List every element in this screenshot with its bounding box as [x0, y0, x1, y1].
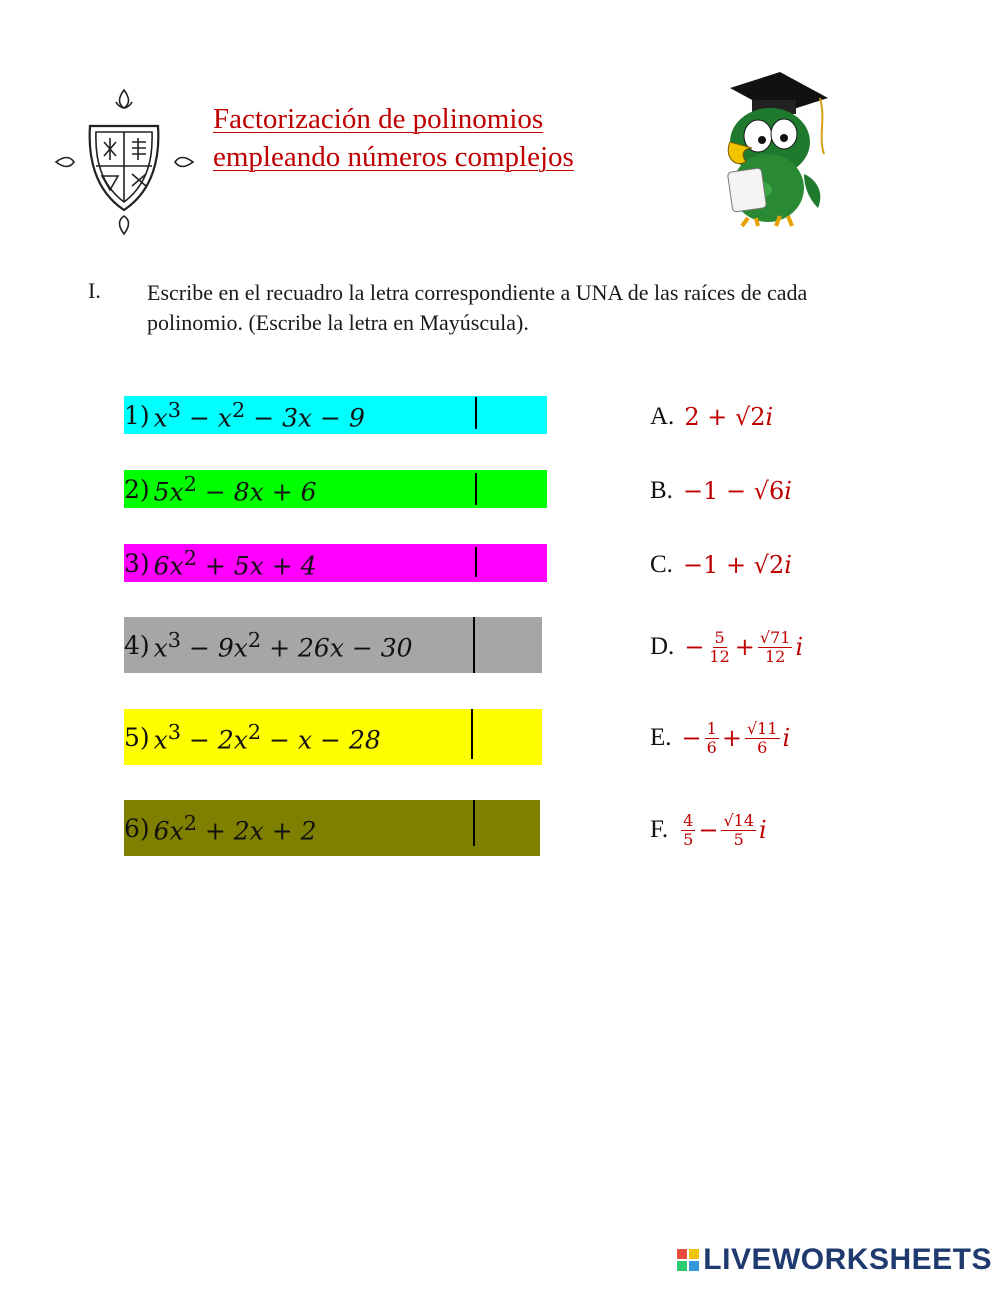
- exercise-5-polynomial: $x^3 - 2x^2 - x - 28$: [153, 719, 381, 755]
- exercise-1-polynomial: $x^3 - x^2 - 3x - 9$: [153, 397, 365, 433]
- exercise-4-divider: [473, 617, 475, 673]
- option-f-value: $\frac{4}{5}$ − $\frac{√14}{5}$ i: [683, 810, 767, 849]
- option-d-letter: D.: [650, 633, 675, 660]
- option-c-value: −1 + √2 i: [682, 551, 792, 579]
- option-c: [650, 546, 792, 584]
- exercise-3-polynomial: $6x^2 + 5x + 4$: [153, 545, 317, 581]
- worksheet-title: [213, 100, 574, 176]
- instruction-text: Escribe en el recuadro la letra correspondiente a UNA de las raíces de cada polinomio. (Escribe la letra en Mayúscula).: [147, 280, 808, 335]
- exercise-1-divider: [475, 397, 477, 429]
- title-line-2: empleando números complejos: [213, 141, 574, 173]
- exercise-6-bar: [124, 800, 540, 856]
- exercise-6-answer-box[interactable]: [478, 800, 542, 856]
- option-c-letter: C.: [650, 551, 673, 578]
- exercise-6-polynomial: $6x^2 + 2x + 2$: [153, 810, 317, 846]
- liveworksheets-logo-icon: [677, 1249, 699, 1271]
- option-a-letter: A.: [650, 403, 675, 430]
- option-e-letter: E.: [650, 724, 672, 751]
- exercise-3-answer-box[interactable]: [480, 544, 548, 582]
- option-b: [650, 472, 792, 510]
- exercise-2-label: 2): [124, 474, 150, 504]
- exercise-1-bar: [124, 396, 547, 434]
- option-b-value: −1 − √6 i: [682, 477, 792, 505]
- exercise-6-divider: [473, 800, 475, 846]
- option-d-value: − $\frac{5}{12}$ + $\frac{√71}{12}$ i: [684, 627, 804, 666]
- option-f: [650, 805, 767, 855]
- exercise-3-divider: [475, 547, 477, 577]
- option-a-value: 2 + √2 i: [684, 403, 774, 431]
- option-e-value: − $\frac{1}{6}$ + $\frac{√11}{6}$ i: [681, 718, 791, 757]
- exercise-4-bar: [124, 617, 542, 673]
- parrot-graduate-mascot: [700, 70, 835, 228]
- exercise-4-answer-box[interactable]: [478, 617, 544, 673]
- exercise-2-answer-box[interactable]: [480, 470, 548, 508]
- exercise-5-divider: [471, 709, 473, 759]
- exercise-5-label: 5): [124, 722, 150, 752]
- option-e: [650, 713, 790, 763]
- exercise-3-label: 3): [124, 548, 150, 578]
- exercise-6-label: 6): [124, 813, 150, 843]
- exercise-5-bar: [124, 709, 542, 765]
- option-f-letter: F.: [650, 816, 669, 843]
- option-a: [650, 398, 773, 436]
- school-crest-logo: [52, 86, 197, 238]
- liveworksheets-brand: [677, 1243, 992, 1277]
- liveworksheets-wordmark: LIVEWORKSHEETS: [703, 1243, 992, 1276]
- exercise-4-polynomial: $x^3 - 9x^2 + 26x - 30$: [153, 627, 413, 663]
- exercise-1-answer-box[interactable]: [480, 396, 548, 434]
- exercise-1-label: 1): [124, 400, 150, 430]
- exercise-2-divider: [475, 473, 477, 505]
- exercise-3-bar: [124, 544, 547, 582]
- exercise-4-label: 4): [124, 630, 150, 660]
- option-d: [650, 622, 803, 672]
- title-line-1: Factorización de polinomios: [213, 103, 544, 135]
- instruction-number: I.: [88, 278, 101, 303]
- exercise-5-answer-box[interactable]: [476, 709, 544, 765]
- exercise-2-polynomial: $5x^2 - 8x + 6$: [153, 471, 317, 507]
- exercise-2-bar: [124, 470, 547, 508]
- option-b-letter: B.: [650, 477, 673, 504]
